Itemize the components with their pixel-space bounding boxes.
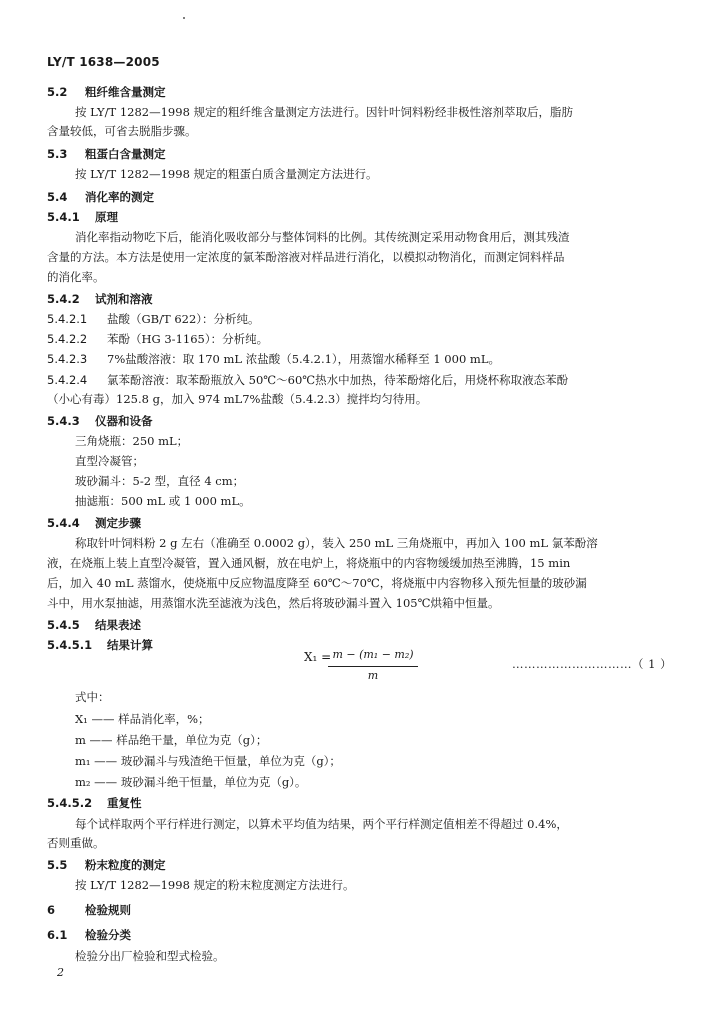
section-heading: [47, 292, 153, 306]
paragraph-line: [47, 556, 570, 570]
clause-number: 5.3: [47, 147, 68, 161]
paragraph-line: [75, 817, 568, 831]
clause-number: 5.4.5: [47, 618, 80, 632]
formula-numerator: m − (m₁ − m₂): [332, 648, 414, 661]
line-text: X₁ —— 样品消化率，%；: [75, 712, 210, 726]
section-heading: [47, 903, 131, 917]
line-text: 仪器和设备: [95, 414, 153, 428]
paragraph-line: [75, 474, 244, 488]
standard-number-header: LY/T 1638—2005: [47, 55, 160, 69]
paragraph-line: [75, 949, 225, 963]
line-text: 7%盐酸溶液：取 170 mL 浓盐酸（5.4.2.1），用蒸馏水稀释至 1 000 mL。: [107, 352, 500, 366]
paragraph-line: [75, 690, 110, 704]
section-heading: [47, 858, 166, 872]
line-text: 含量的方法。本方法是使用一定浓度的氯苯酚溶液对样品进行消化，以模拟动物消化，而测定饲料样品: [47, 250, 565, 264]
line-text: 粉末粒度的测定: [85, 858, 166, 872]
section-heading: [47, 928, 131, 942]
line-text: m —— 样品绝干量，单位为克（g）；: [75, 733, 268, 747]
formula-denominator: m: [367, 669, 379, 682]
numbered-clause: [47, 332, 268, 346]
paragraph-line: [47, 250, 565, 264]
clause-number: 5.4.1: [47, 210, 80, 224]
line-text: 否则重做。: [47, 836, 105, 850]
line-text: 检验分出厂检验和型式检验。: [75, 949, 225, 963]
clause-number: 5.2: [47, 85, 68, 99]
clause-number: 5.4.2: [47, 292, 80, 306]
paragraph-line: [47, 270, 105, 284]
section-heading: [47, 796, 142, 810]
line-text: 液，在烧瓶上装上直型冷凝管，置入通风橱，放在电炉上，将烧瓶中的内容物缓缓加热至沸腾，15 min: [47, 556, 571, 570]
paragraph-line: [75, 733, 267, 747]
paragraph-line: [47, 392, 427, 406]
fraction-bar: [328, 666, 418, 667]
line-text: 按 LY/T 1282—1998 规定的粗蛋白质含量测定方法进行。: [75, 167, 378, 181]
paragraph-line: [75, 434, 188, 448]
line-text: 试剂和溶液: [95, 292, 153, 306]
line-text: （小心有毒）125.8 g，加入 974 mL7%盐酸（5.4.2.3）搅拌均匀待用。: [47, 392, 428, 406]
line-text: 盐酸（GB/T 622）：分析纯。: [107, 312, 260, 326]
line-text: 测定步骤: [95, 516, 141, 530]
line-text: 每个试样取两个平行样进行测定，以算术平均值为结果，两个平行样测定值相差不得超过 0.4%，: [75, 817, 568, 831]
paragraph-line: [75, 878, 355, 892]
paragraph-line: [75, 105, 573, 119]
paragraph-line: [47, 124, 197, 138]
line-text: 的消化率。: [47, 270, 105, 284]
line-text: 苯酚（HG 3-1165）：分析纯。: [107, 332, 269, 346]
page-number: 2: [57, 966, 64, 979]
paragraph-line: [75, 712, 210, 726]
clause-number: 6.1: [47, 928, 68, 942]
clause-number: 5.5: [47, 858, 68, 872]
paragraph-line: [47, 576, 587, 590]
paragraph-line: [75, 454, 144, 468]
equation-number: …………………………（ 1 ）: [512, 657, 673, 671]
line-text: 三角烧瓶：250 mL；: [75, 434, 189, 448]
line-text: 氯苯酚溶液：取苯酚瓶放入 50℃～60℃热水中加热，待苯酚熔化后，用烧杯称取液态苯酚: [107, 373, 569, 387]
line-text: 检验分类: [85, 928, 131, 942]
paragraph-line: [75, 536, 598, 550]
section-heading: [47, 414, 153, 428]
line-text: 抽滤瓶：500 mL 或 1 000 mL。: [75, 494, 251, 508]
clause-number: 5.4.5.1: [47, 638, 93, 652]
line-text: 玻砂漏斗：5-2 型，直径 4 cm；: [75, 474, 245, 488]
paragraph-line: [75, 494, 251, 508]
line-text: 斗中，用水泵抽滤，用蒸馏水洗至滤液为浅色，然后将玻砂漏斗置入 105℃烘箱中恒量。: [47, 596, 500, 610]
section-heading: [47, 638, 153, 652]
paragraph-line: [75, 230, 570, 244]
clause-number: 6: [47, 903, 56, 917]
line-text: 重复性: [107, 796, 142, 810]
formula-lhs: X₁ =: [304, 650, 332, 664]
line-text: 结果计算: [107, 638, 153, 652]
clause-number: 5.4.2.2: [47, 332, 88, 346]
line-text: 原理: [95, 210, 118, 224]
line-text: 粗蛋白含量测定: [85, 147, 166, 161]
line-text: 消化率的测定: [85, 190, 154, 204]
paragraph-line: [47, 596, 499, 610]
line-text: 称取针叶饲料粉 2 g 左右（准确至 0.0002 g），装入 250 mL 三角烧瓶中，再加入 100 mL 氯苯酚溶: [75, 536, 598, 550]
clause-number: 5.4.2.4: [47, 373, 88, 387]
numbered-clause: [47, 373, 568, 387]
section-heading: [47, 210, 118, 224]
line-text: 消化率指动物吃下后，能消化吸收部分与整体饲料的比例。其传统测定采用动物食用后，测其残渣: [75, 230, 570, 244]
paragraph-line: [75, 167, 378, 181]
line-text: 式中：: [75, 690, 110, 704]
section-heading: [47, 618, 141, 632]
clause-number: 5.4.2.1: [47, 312, 88, 326]
section-heading: [47, 147, 166, 161]
line-text: 结果表述: [95, 618, 141, 632]
line-text: 按 LY/T 1282—1998 规定的粗纤维含量测定方法进行。因针叶饲料粉经非极性溶剂萃取后，脂肪: [75, 105, 574, 119]
clause-number: 5.4.3: [47, 414, 80, 428]
line-text: m₂ —— 玻砂漏斗绝干恒量，单位为克（g）。: [75, 775, 307, 789]
line-text: m₁ —— 玻砂漏斗与残渣绝干恒量，单位为克（g）；: [75, 754, 341, 768]
paragraph-line: [75, 775, 306, 789]
line-text: 直型冷凝管；: [75, 454, 144, 468]
section-heading: [47, 85, 166, 99]
paragraph-line: [75, 754, 341, 768]
clause-number: 5.4: [47, 190, 68, 204]
paragraph-line: [47, 836, 105, 850]
line-text: 后，加入 40 mL 蒸馏水，使烧瓶中反应物温度降至 60℃～70℃，将烧瓶中内容物移入预先恒量的玻砂漏: [47, 576, 587, 590]
line-text: 按 LY/T 1282—1998 规定的粉末粒度测定方法进行。: [75, 878, 355, 892]
numbered-clause: [47, 312, 260, 326]
line-text: 检验规则: [85, 903, 131, 917]
clause-number: 5.4.2.3: [47, 352, 88, 366]
clause-number: 5.4.5.2: [47, 796, 93, 810]
scan-speck: [183, 17, 185, 19]
line-text: 含量较低，可省去脱脂步骤。: [47, 124, 197, 138]
clause-number: 5.4.4: [47, 516, 80, 530]
section-heading: [47, 190, 154, 204]
section-heading: [47, 516, 141, 530]
line-text: 粗纤维含量测定: [85, 85, 166, 99]
numbered-clause: [47, 352, 500, 366]
